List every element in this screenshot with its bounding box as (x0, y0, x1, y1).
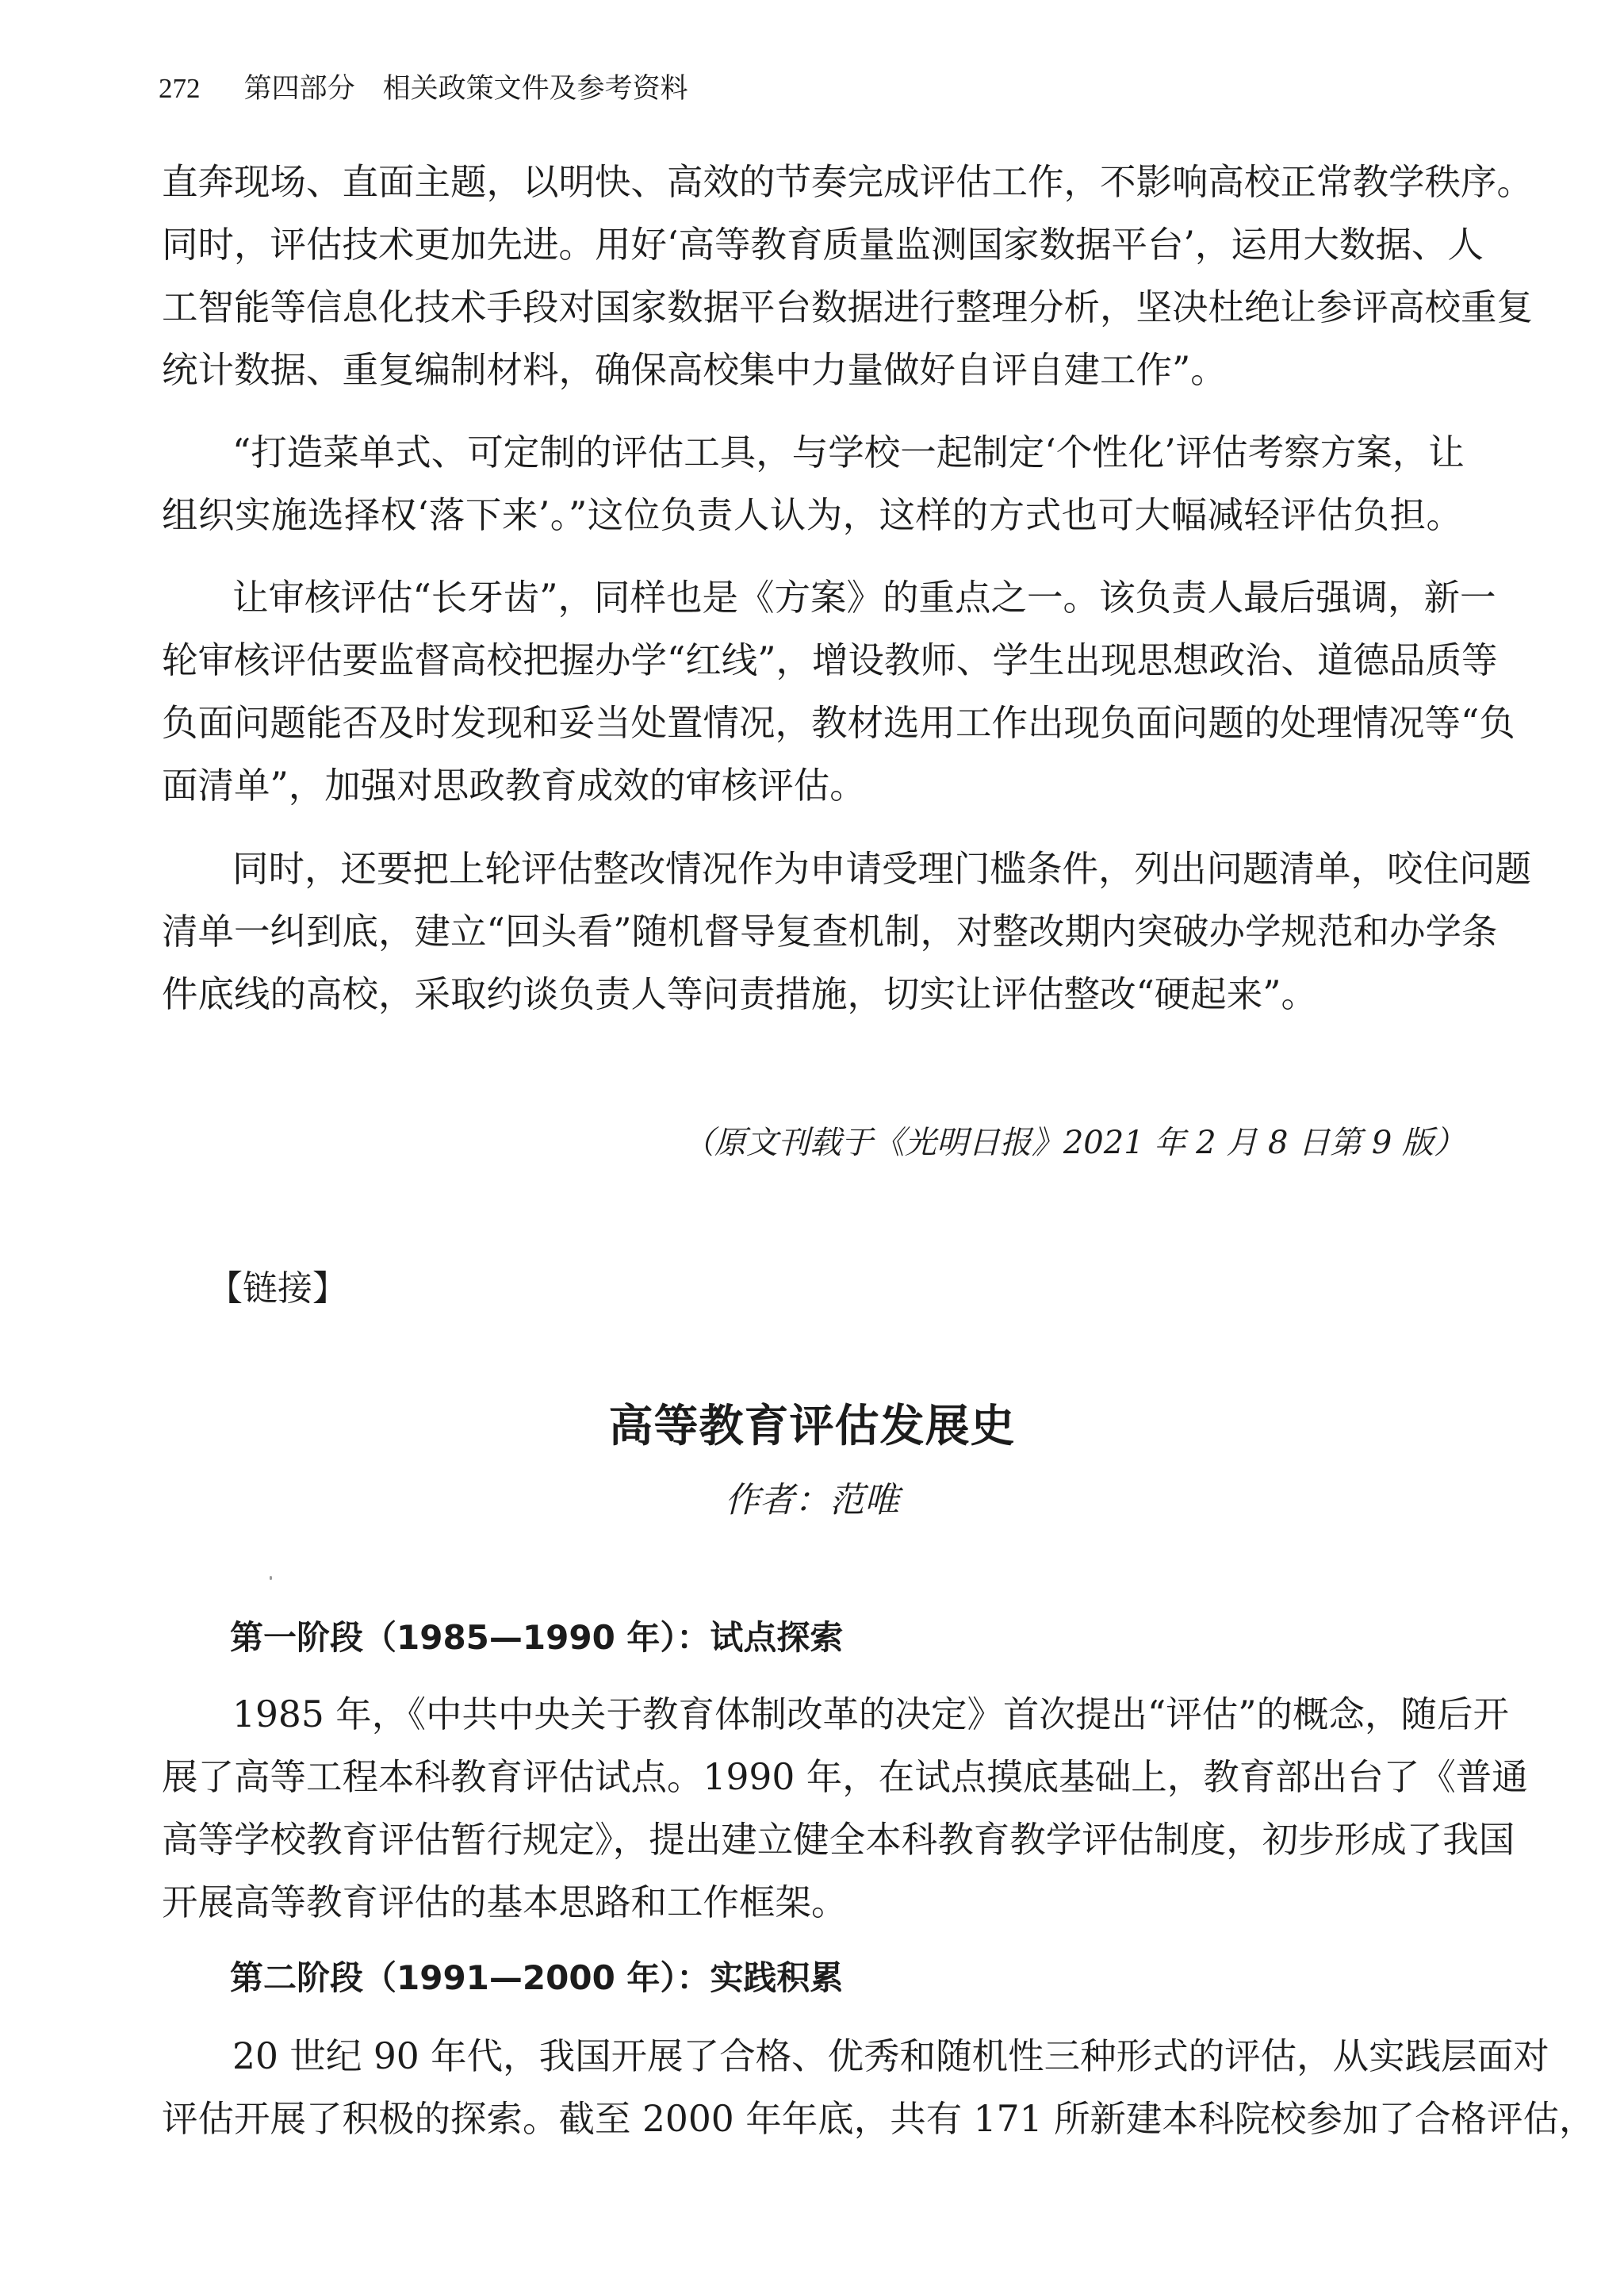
stage-text-line: 展了高等工程本科教育评估试点。1990 年，在试点摸底基础上，教育部出台了《普通 (162, 1756, 1528, 1798)
source-citation: （原文刊载于《光明日报》2021 年 2 月 8 日第 9 版） (682, 1125, 1465, 1161)
running-head-title: 第四部分 相关政策文件及参考资料 (243, 73, 688, 105)
paragraph-line: 直奔现场、直面主题，以明快、高效的节奏完成评估工作，不影响高校正常教学秩序。 (162, 161, 1534, 203)
stage-text-line: 开展高等教育评估的基本思路和工作框架。 (162, 1881, 848, 1923)
stage-text-line: 20 世纪 90 年代，我国开展了合格、优秀和随机性三种形式的评估，从实践层面对 (232, 2035, 1549, 2077)
page-number: 272 (159, 73, 201, 104)
paragraph-line: 轮审核评估要监督高校把握办学“红线”，增设教师、学生出现思想政治、道德品质等 (162, 639, 1498, 681)
link-section-label: 【链接】 (208, 1268, 347, 1309)
paragraph-line: 同时，还要把上轮评估整改情况作为申请受理门槛条件，列出问题清单，咬住问题 (232, 848, 1532, 890)
stage-heading: 第二阶段（1991—2000 年）：实践积累 (230, 1958, 844, 1997)
paragraph-line: 面清单”，加强对思政教育成效的审核评估。 (162, 765, 866, 807)
paragraph-line: 清单一纠到底，建立“回头看”随机督导复查机制，对整改期内突破办学规范和办学条 (162, 911, 1498, 953)
stage-heading: 第一阶段（1985—1990 年）：试点探索 (230, 1618, 844, 1657)
paragraph-line: 件底线的高校，采取约谈负责人等问责措施，切实让评估整改“硬起来”。 (162, 973, 1318, 1015)
stage-text-line: 高等学校教育评估暂行规定》，提出建立健全本科教育教学评估制度，初步形成了我国 (162, 1819, 1515, 1861)
paragraph-line: “打造菜单式、可定制的评估工具，与学校一起制定‘个性化’评估考察方案，让 (232, 431, 1465, 474)
paragraph-line: 统计数据、重复编制材料，确保高校集中力量做好自评自建工作”。 (162, 349, 1227, 391)
paragraph-line: 同时，评估技术更加先进。用好‘高等教育质量监测国家数据平台’，运用大数据、人 (162, 224, 1484, 266)
paragraph-line: 负面问题能否及时发现和妥当处置情况，教材选用工作出现负面问题的处理情况等“负 (162, 702, 1515, 744)
paragraph-line: 让审核评估“长牙齿”，同样也是《方案》的重点之一。该负责人最后强调，新一 (232, 577, 1496, 619)
article-author: 作者：范唯 (725, 1480, 899, 1520)
running-head (159, 70, 688, 108)
paragraph-line: 组织实施选择权‘落下来’。”这位负责人认为，这样的方式也可大幅减轻评估负担。 (162, 494, 1462, 536)
stage-text-line: 评估开展了积极的探索。截至 2000 年年底，共有 171 所新建本科院校参加了合格评估， (162, 2098, 1595, 2140)
article-title: 高等教育评估发展史 (608, 1400, 1016, 1452)
scan-speck (270, 1576, 272, 1580)
paragraph-line: 工智能等信息化技术手段对国家数据平台数据进行整理分析，坚决杜绝让参评高校重复 (162, 286, 1534, 328)
stage-text-line: 1985 年，《中共中央关于教育体制改革的决定》首次提出“评估”的概念，随后开 (232, 1693, 1510, 1735)
